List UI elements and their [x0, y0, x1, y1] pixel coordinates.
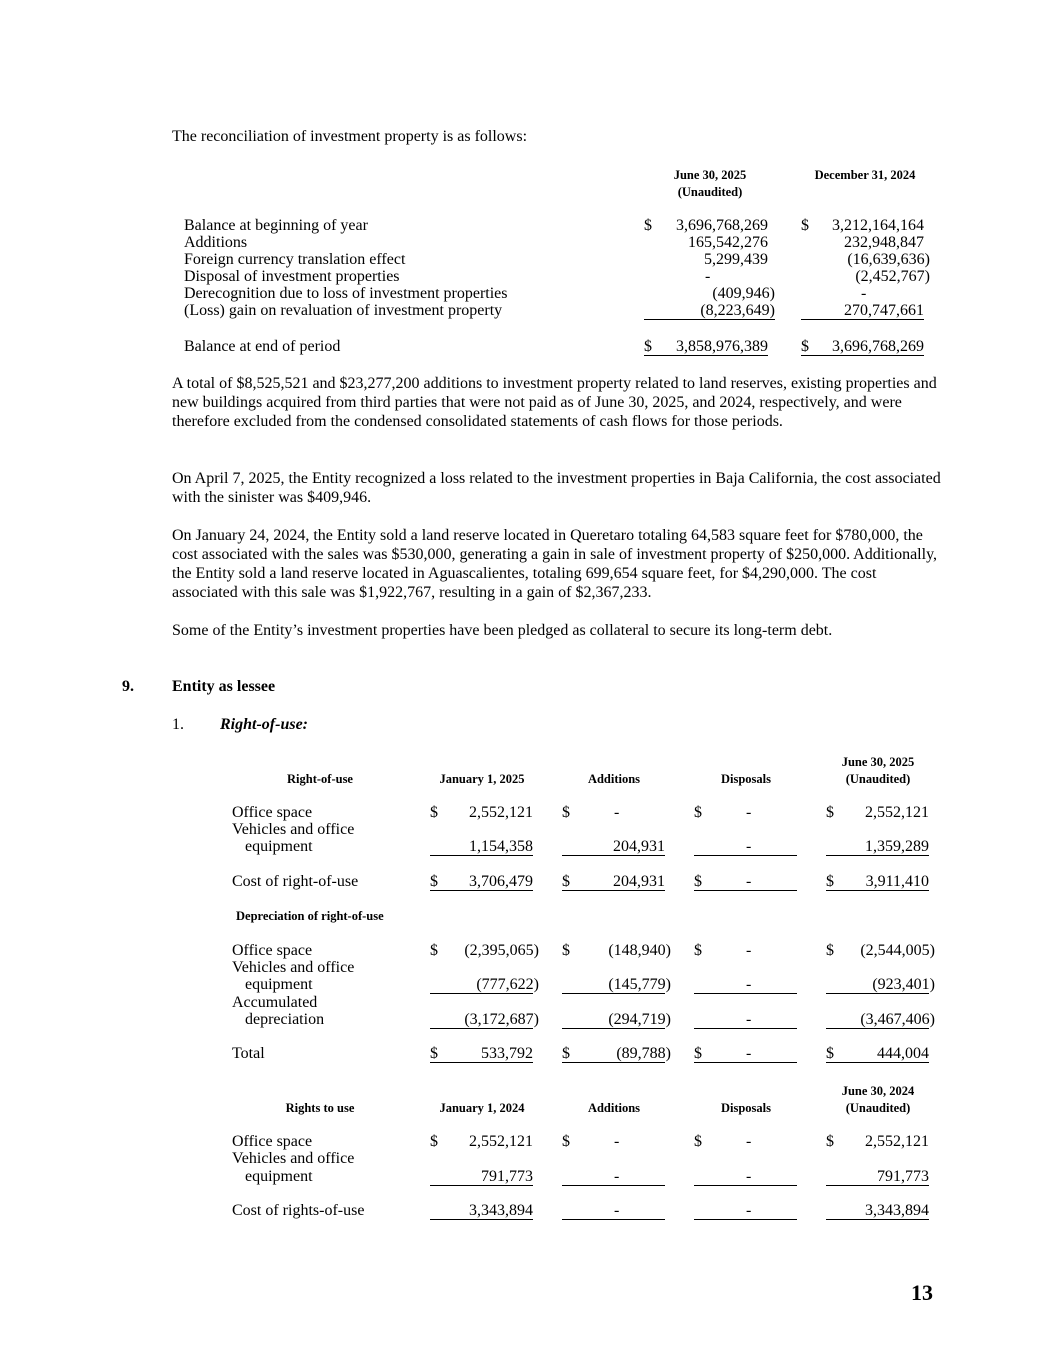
row-label: Office space — [232, 1133, 313, 1150]
underline — [826, 1028, 929, 1029]
accum-value: (3,467,406) — [860, 1011, 935, 1028]
recon-total-label: Balance at end of period — [184, 338, 341, 355]
dep-office-value: (148,940) — [608, 942, 671, 959]
row-label: equipment — [245, 1168, 313, 1185]
office-value: - — [746, 1133, 752, 1150]
subsection-title: Right-of-use: — [220, 716, 308, 733]
accum-value: - — [746, 1011, 752, 1028]
underline — [430, 1219, 533, 1220]
underline — [562, 1219, 665, 1220]
dollar-sign: $ — [826, 873, 834, 890]
underline — [644, 319, 775, 320]
underline — [562, 890, 665, 891]
dollar-sign: $ — [430, 873, 438, 890]
recon-col1-header: June 30, 2025 — [673, 168, 747, 182]
row-label: depreciation — [245, 1011, 325, 1028]
vehicles-value: - — [614, 1168, 620, 1185]
paragraph: A total of $8,525,521 and $23,277,200 additions to investment property related to land reserves, existing properties and new buildings acquired from third parties that were not paid as of June 30, 2025, and 2024, respectively, and were therefore excluded from the condensed consolidated statements of cash flows for those periods. — [172, 375, 937, 430]
cost-value: - — [614, 1202, 620, 1219]
underline — [694, 1062, 797, 1063]
rou2024-col-header: Additions — [587, 1101, 641, 1115]
dep-vehicles-value: (777,622) — [476, 976, 539, 993]
recon-row-label: Balance at beginning of year — [184, 217, 368, 234]
dollar-sign: $ — [644, 217, 652, 234]
dollar-sign: $ — [562, 873, 570, 890]
dep-heading: Depreciation of right-of-use — [236, 909, 384, 923]
recon-row-value: (8,223,649) — [700, 302, 775, 319]
row-label: Office space — [232, 942, 313, 959]
accum-value: (294,719) — [608, 1011, 671, 1028]
dep-vehicles-value: - — [746, 976, 752, 993]
recon-row-label: Disposal of investment properties — [184, 268, 400, 285]
underline — [644, 355, 768, 356]
rou2024-col-header: Disposals — [720, 1101, 772, 1115]
vehicles-value: 791,773 — [877, 1168, 929, 1185]
row-label: Cost of rights-of-use — [232, 1202, 365, 1219]
recon-row-value: (409,946) — [712, 285, 775, 302]
row-label: Vehicles and office — [232, 821, 355, 838]
dollar-sign: $ — [430, 1045, 438, 1062]
underline — [562, 1028, 665, 1029]
underline — [562, 1062, 665, 1063]
dollar-sign: $ — [644, 338, 652, 355]
underline — [694, 1185, 797, 1186]
dollar-sign: $ — [562, 1133, 570, 1150]
section-title: Entity as lessee — [172, 678, 276, 695]
paragraph: On April 7, 2025, the Entity recognized a loss related to the investment properties in Baja California, the cost associated with the sinister was $409,946. — [172, 470, 941, 506]
cost-value: 3,706,479 — [469, 873, 533, 890]
vehicles-value: 791,773 — [481, 1168, 533, 1185]
rou2024-col-header: January 1, 2024 — [439, 1101, 525, 1115]
dep-office-value: (2,395,065) — [464, 942, 539, 959]
recon-row-value: - — [705, 268, 711, 285]
row-label: Total — [232, 1045, 265, 1062]
office-value: 2,552,121 — [469, 1133, 533, 1150]
dollar-sign: $ — [694, 873, 702, 890]
office-value: 2,552,121 — [469, 804, 533, 821]
underline — [562, 993, 665, 994]
section-number: 9. — [122, 678, 134, 695]
dollar-sign: $ — [430, 804, 438, 821]
underline — [562, 1185, 665, 1186]
cost-value: - — [746, 873, 752, 890]
row-label: Vehicles and office — [232, 959, 355, 976]
underline — [430, 890, 533, 891]
underline — [801, 319, 924, 320]
paragraph: Some of the Entity’s investment properties have been pledged as collateral to secure its long-term debt. — [172, 622, 833, 639]
total-value: 533,792 — [481, 1045, 533, 1062]
underline — [430, 1028, 533, 1029]
recon-row-label: (Loss) gain on revaluation of investment property — [184, 302, 503, 319]
accum-value: (3,172,687) — [464, 1011, 539, 1028]
recon-row-value: 270,747,661 — [844, 302, 924, 319]
dep-office-value: - — [746, 942, 752, 959]
recon-row-label: Additions — [184, 234, 248, 251]
dollar-sign: $ — [562, 942, 570, 959]
recon-row-label: Foreign currency translation effect — [184, 251, 406, 268]
row-label: equipment — [245, 838, 313, 855]
dep-vehicles-value: (923,401) — [872, 976, 935, 993]
row-label: Office space — [232, 804, 313, 821]
recon-row-value: 232,948,847 — [844, 234, 924, 251]
underline — [694, 993, 797, 994]
recon-total-value: 3,858,976,389 — [676, 338, 768, 355]
dollar-sign: $ — [694, 942, 702, 959]
rou2025-col-header: June 30, 2025 — [841, 755, 915, 769]
vehicles-value: - — [746, 1168, 752, 1185]
recon-row-value: (2,452,767) — [855, 268, 930, 285]
recon-row-value: 3,212,164,164 — [832, 217, 924, 234]
recon-row-value: (16,639,636) — [847, 251, 930, 268]
underline — [826, 855, 929, 856]
rou2025-col-header: Additions — [587, 772, 641, 786]
vehicles-value: 204,931 — [613, 838, 665, 855]
subsection-number: 1. — [172, 716, 184, 733]
recon-col1-subheader: (Unaudited) — [677, 185, 743, 199]
underline — [430, 1185, 533, 1186]
rou2025-col-header: Disposals — [720, 772, 772, 786]
office-value: 2,552,121 — [865, 1133, 929, 1150]
underline — [562, 855, 665, 856]
underline — [694, 1028, 797, 1029]
office-value: 2,552,121 — [865, 804, 929, 821]
cost-value: 3,343,894 — [469, 1202, 533, 1219]
underline — [826, 993, 929, 994]
row-label: Cost of right-of-use — [232, 873, 359, 890]
underline — [694, 890, 797, 891]
total-value: - — [746, 1045, 752, 1062]
underline — [826, 1185, 929, 1186]
row-label: Accumulated — [232, 994, 318, 1011]
page-number: 13 — [911, 1280, 933, 1305]
rou2025-col-header: Right-of-use — [287, 772, 353, 786]
underline — [694, 1219, 797, 1220]
underline — [801, 355, 924, 356]
rou2025-col-header: (Unaudited) — [845, 772, 911, 786]
recon-total-value: 3,696,768,269 — [832, 338, 924, 355]
dollar-sign: $ — [430, 942, 438, 959]
rou2025-col-header: January 1, 2025 — [439, 772, 525, 786]
vehicles-value: 1,359,289 — [865, 838, 929, 855]
office-value: - — [746, 804, 752, 821]
dollar-sign: $ — [826, 942, 834, 959]
cost-value: 3,343,894 — [865, 1202, 929, 1219]
vehicles-value: - — [746, 838, 752, 855]
row-label: equipment — [245, 976, 313, 993]
dep-office-value: (2,544,005) — [860, 942, 935, 959]
cost-value: 204,931 — [613, 873, 665, 890]
dollar-sign: $ — [562, 1045, 570, 1062]
underline — [826, 890, 929, 891]
vehicles-value: 1,154,358 — [469, 838, 533, 855]
dollar-sign: $ — [801, 217, 809, 234]
underline — [826, 1219, 929, 1220]
recon-row-value: 3,696,768,269 — [676, 217, 768, 234]
dollar-sign: $ — [826, 1133, 834, 1150]
dollar-sign: $ — [562, 804, 570, 821]
cost-value: - — [746, 1202, 752, 1219]
rou2024-col-header: June 30, 2024 — [841, 1084, 915, 1098]
dollar-sign: $ — [801, 338, 809, 355]
recon-row-value: - — [861, 285, 867, 302]
dep-vehicles-value: (145,779) — [608, 976, 671, 993]
office-value: - — [614, 804, 620, 821]
cost-value: 3,911,410 — [865, 873, 929, 890]
dollar-sign: $ — [694, 1133, 702, 1150]
office-value: - — [614, 1133, 620, 1150]
recon-row-value: 5,299,439 — [704, 251, 768, 268]
recon-col2-header: December 31, 2024 — [814, 168, 916, 182]
total-value: (89,788) — [616, 1045, 671, 1062]
rou2024-col-header: (Unaudited) — [845, 1101, 911, 1115]
dollar-sign: $ — [694, 1045, 702, 1062]
dollar-sign: $ — [430, 1133, 438, 1150]
underline — [430, 1062, 533, 1063]
rou2024-col-header: Rights to use — [285, 1101, 355, 1115]
underline — [694, 855, 797, 856]
paragraph: On January 24, 2024, the Entity sold a land reserve located in Queretaro totaling 64,583 square feet for $780,000, the cost associated with the sales was $530,000, generating a gain in sale of investment property of $250,000. Additionally, the Entity sold a land reserve located in Aguascalientes, totaling 699,654 square feet, for $4,290,000. The cost associated with this sale was $1,922,767, resulting in a gain of $2,367,233. — [172, 527, 938, 601]
dollar-sign: $ — [826, 1045, 834, 1062]
underline — [430, 855, 533, 856]
recon-row-value: 165,542,276 — [688, 234, 768, 251]
underline — [826, 1062, 929, 1063]
total-value: 444,004 — [877, 1045, 929, 1062]
dollar-sign: $ — [826, 804, 834, 821]
underline — [430, 993, 533, 994]
recon-row-label: Derecognition due to loss of investment properties — [184, 285, 508, 302]
row-label: Vehicles and office — [232, 1150, 355, 1167]
recon-intro: The reconciliation of investment property is as follows: — [172, 128, 528, 145]
dollar-sign: $ — [694, 804, 702, 821]
